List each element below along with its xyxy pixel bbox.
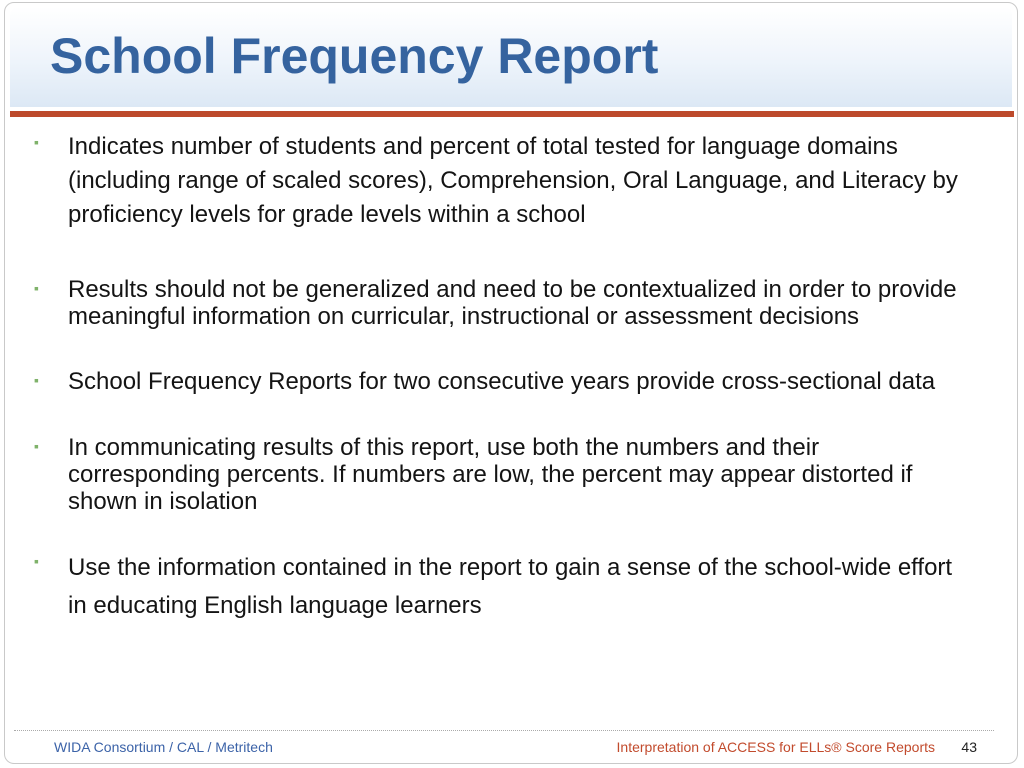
bullet-marker-icon: ▪ [34,372,39,388]
page-number: 43 [961,739,977,755]
bullet-text: School Frequency Reports for two consecutive years provide cross-sectional data [68,368,936,395]
bullet-text: In communicating results of this report, use both the numbers and their corresponding percents. If numbers are low, the percent may appear distorted if shown in isolation [68,434,913,515]
footer-presentation-title: Interpretation of ACCESS for ELLs® Score Reports [616,739,935,755]
bullet-text: Results should not be generalized and need to be contextualized in order to provide meaningful information on curricular, instructional or assessment decisions [68,276,957,330]
title-bar [10,7,1012,107]
bullet-marker-icon: ▪ [34,134,39,150]
footer-divider [14,730,994,731]
title-divider [10,111,1014,117]
bullet-item [34,549,974,625]
bullet-text: Indicates number of students and percent of total tested for language domains (including range of scaled scores), Comprehension, Oral Language, and Literacy by proficiency levels for grade levels within a school [68,133,958,228]
bullet-item [34,368,974,396]
bullet-item [34,434,974,515]
bullet-marker-icon: ▪ [34,553,39,569]
bullet-list [34,130,974,625]
bullet-marker-icon: ▪ [34,438,39,454]
slide-title: School Frequency Report [50,28,659,84]
bullet-text: Use the information contained in the report to gain a sense of the school-wide effort in educating English language learners [68,554,953,619]
bullet-item [34,130,974,232]
footer-organization: WIDA Consortium / CAL / Metritech [54,739,273,755]
bullet-item [34,276,974,330]
bullet-marker-icon: ▪ [34,280,39,296]
